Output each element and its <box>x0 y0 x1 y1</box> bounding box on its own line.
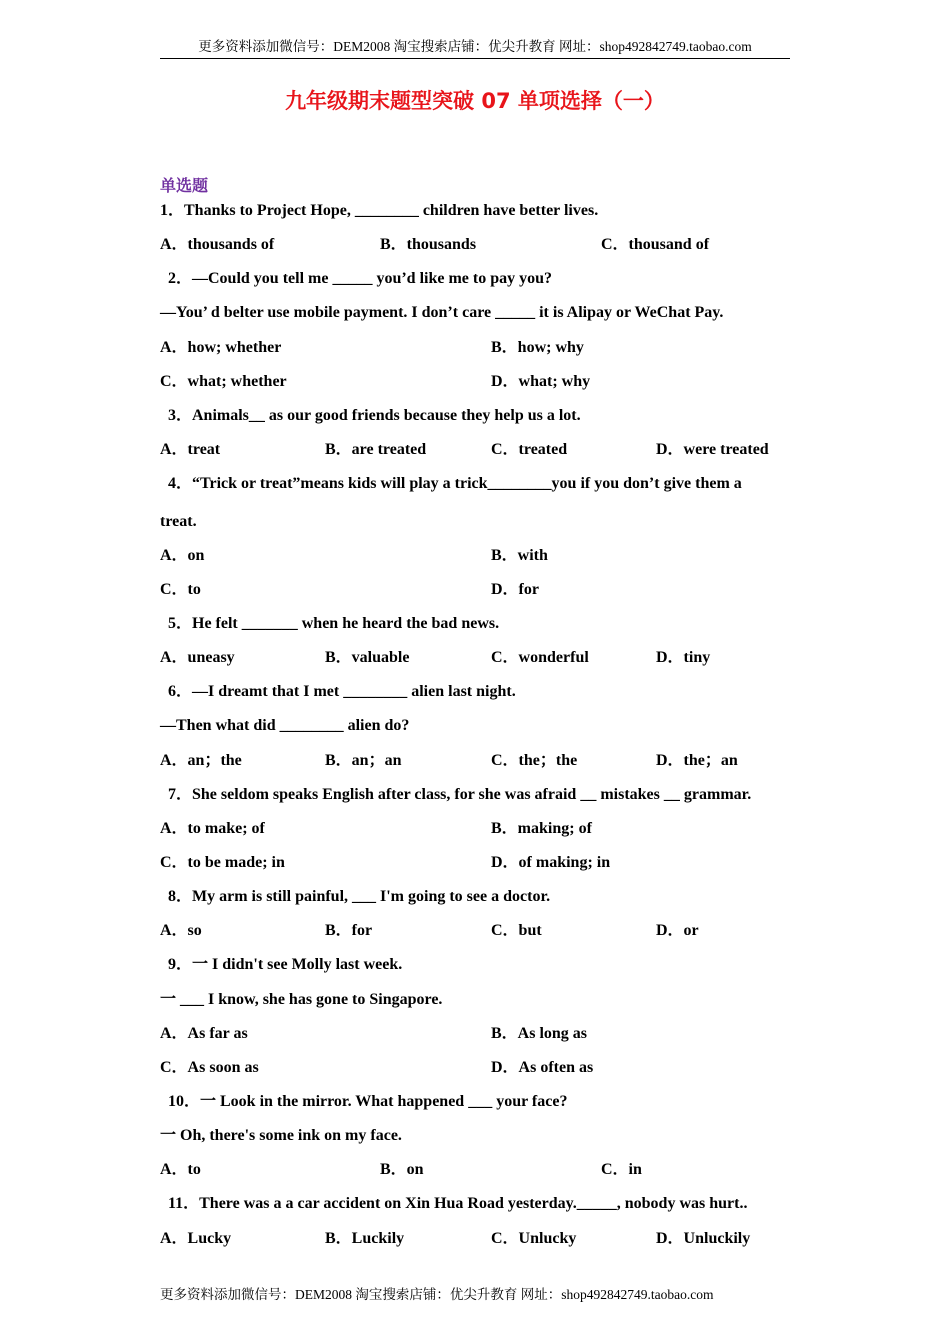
question-2-option-a: A．how; whether <box>160 339 282 356</box>
question-7-option-b: B．making; of <box>491 820 592 837</box>
question-6-stem-continued: —Then what did ________ alien do? <box>160 717 410 734</box>
question-4-stem-continued: treat. <box>160 513 197 530</box>
question-5-stem: 5．He felt _______ when he heard the bad news. <box>168 615 500 632</box>
question-8-stem: 8．My arm is still painful, ___ I'm going to see a doctor. <box>168 888 551 905</box>
question-9-option-a: A．As far as <box>160 1025 248 1042</box>
question-5-option-d: D．tiny <box>656 649 711 666</box>
question-9-stem: 9．一 I didn't see Molly last week. <box>168 956 403 973</box>
question-3-option-d: D．were treated <box>656 441 769 458</box>
question-6-option-d: D．the；an <box>656 752 738 769</box>
section-heading: 单选题 <box>160 176 209 195</box>
question-2-option-d: D．what; why <box>491 373 591 390</box>
page-header: 更多资料添加微信号：DEM2008 淘宝搜索店铺：优尖升教育 网址：shop492842749.taobao.com <box>160 38 790 59</box>
question-1-stem: 1．Thanks to Project Hope, ________ children have better lives. <box>160 202 599 219</box>
question-8-option-b: B．for <box>325 922 373 939</box>
question-7-stem: 7．She seldom speaks English after class, for she was afraid __ mistakes __ grammar. <box>168 786 752 803</box>
question-7-option-a: A．to make; of <box>160 820 265 837</box>
question-4-option-b: B．with <box>491 547 548 564</box>
question-10-option-c: C．in <box>601 1161 642 1178</box>
question-11-option-b: B．Luckily <box>325 1230 405 1247</box>
question-2-option-c: C．what; whether <box>160 373 287 390</box>
question-1-option-b: B．thousands <box>380 236 477 253</box>
question-6-option-a: A．an；the <box>160 752 242 769</box>
page-footer: 更多资料添加微信号：DEM2008 淘宝搜索店铺：优尖升教育 网址：shop492842749.taobao.com <box>160 1287 714 1302</box>
question-9-stem-continued: 一 ___ I know, she has gone to Singapore. <box>160 991 443 1008</box>
question-10-option-b: B．on <box>380 1161 424 1178</box>
question-4-option-d: D．for <box>491 581 539 598</box>
question-7-option-d: D．of making; in <box>491 854 611 871</box>
question-2-option-b: B．how; why <box>491 339 584 356</box>
question-9-option-d: D．As often as <box>491 1059 594 1076</box>
question-6-option-c: C．the；the <box>491 752 578 769</box>
question-10-stem: 10．一 Look in the mirror. What happened ___ your face? <box>168 1093 568 1110</box>
question-5-option-a: A．uneasy <box>160 649 235 666</box>
question-4-stem: 4．“Trick or treat”means kids will play a trick________you if you don’t give them a <box>168 475 742 492</box>
question-6-option-b: B．an；an <box>325 752 402 769</box>
question-1-option-a: A．thousands of <box>160 236 275 253</box>
question-4-option-c: C．to <box>160 581 201 598</box>
question-4-option-a: A．on <box>160 547 205 564</box>
question-6-stem: 6．—I dreamt that I met ________ alien last night. <box>168 683 516 700</box>
question-11-option-a: A．Lucky <box>160 1230 232 1247</box>
question-10-stem-continued: 一 Oh, there's some ink on my face. <box>160 1127 402 1144</box>
question-10-option-a: A．to <box>160 1161 201 1178</box>
question-1-option-c: C．thousand of <box>601 236 710 253</box>
question-3-option-a: A．treat <box>160 441 221 458</box>
question-5-option-c: C．wonderful <box>491 649 589 666</box>
question-7-option-c: C．to be made; in <box>160 854 285 871</box>
question-11-option-c: C．Unlucky <box>491 1230 577 1247</box>
question-11-stem: 11．There was a a car accident on Xin Hua Road yesterday._____, nobody was hurt.. <box>168 1195 748 1212</box>
page-title: 九年级期末题型突破 07 单项选择（一） <box>285 89 665 113</box>
question-5-option-b: B．valuable <box>325 649 410 666</box>
question-8-option-d: D．or <box>656 922 699 939</box>
question-2-stem-continued: —You’ d belter use mobile payment. I don’t care _____ it is Alipay or WeChat Pay. <box>160 304 724 321</box>
question-8-option-a: A．so <box>160 922 202 939</box>
question-3-stem: 3．Animals__ as our good friends because they help us a lot. <box>168 407 581 424</box>
question-8-option-c: C．but <box>491 922 542 939</box>
question-2-stem: 2．—Could you tell me _____ you’d like me to pay you? <box>168 270 553 287</box>
question-3-option-b: B．are treated <box>325 441 427 458</box>
question-9-option-b: B．As long as <box>491 1025 588 1042</box>
question-11-option-d: D．Unluckily <box>656 1230 751 1247</box>
question-3-option-c: C．treated <box>491 441 568 458</box>
question-9-option-c: C．As soon as <box>160 1059 259 1076</box>
